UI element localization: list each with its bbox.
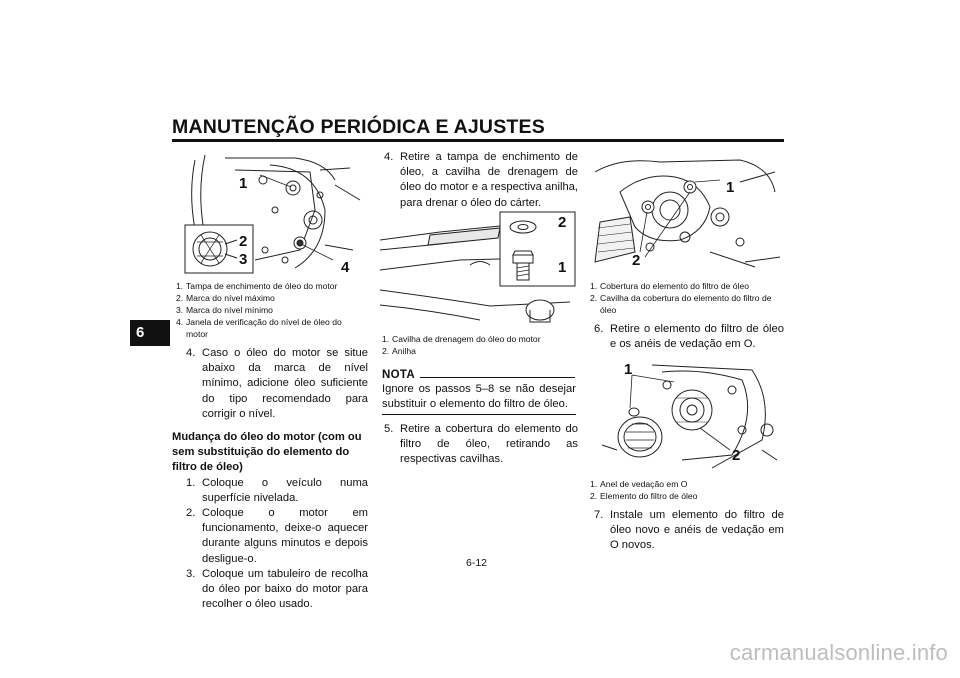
figure-label: 2	[239, 233, 248, 250]
nota-text: Ignore os passos 5–8 se não desejar substituir o elemento do filtro de óleo.	[382, 383, 576, 411]
figure-captions	[176, 280, 366, 340]
figure-label: 4	[341, 259, 350, 276]
figure-label: 2	[632, 252, 641, 269]
step-item: 6. Retire o elemento do filtro de óleo e os anéis de vedação em O.	[594, 323, 784, 351]
step-item: 4. Caso o óleo do motor se situe abaixo da marca de nível mínimo, adicione óleo suficiente do tipo recomendado para corrigir o nível.	[186, 347, 368, 420]
section-heading: Mudança do óleo do motor (com ou sem substituição do elemento do filtro de óleo)	[172, 431, 362, 474]
figure-captions	[590, 280, 782, 316]
oil-filter-cover-figure	[590, 152, 782, 274]
figure-captions	[382, 333, 582, 357]
step-item: 1. Coloque o veículo numa superfície nivelada.	[186, 476, 368, 504]
nota-rule	[420, 377, 575, 378]
step-item: 7. Instale um elemento do filtro de óleo novo e anéis de vedação em O novos.	[594, 509, 784, 552]
step-item: 2. Coloque o motor em funcionamento, deixe-o aquecer durante alguns minutos e depois desligue-o.	[186, 507, 368, 565]
column-3-step7	[580, 508, 784, 554]
drain-bolt-figure	[380, 210, 575, 328]
caption-item: 1. Cavilha de drenagem do óleo do motor	[382, 334, 541, 344]
caption-item: 2. Marca do nível máximo	[176, 293, 275, 303]
page-number: 6-12	[466, 557, 488, 569]
step-item: 4. Retire a tampa de enchimento de óleo, a cavilha de drenagem de óleo do motor e a respectiva anilha, para drenar o óleo do cárter.	[384, 151, 578, 209]
figure-label: 2	[558, 214, 567, 231]
nota-title: NOTA	[382, 369, 415, 381]
figure-label: 2	[732, 447, 741, 464]
column-3-step6	[580, 322, 784, 352]
caption-item: 4. Janela de verificação do nível de óleo do motor	[176, 317, 342, 339]
figure-label: 1	[239, 175, 248, 192]
figure-label: 1	[558, 259, 567, 276]
step-item: 5. Retire a cobertura do elemento do filtro de óleo, retirando as respectivas cavilhas.	[384, 423, 578, 466]
caption-item: 2. Elemento do filtro de óleo	[590, 491, 698, 501]
caption-item: 2. Cavilha da cobertura do elemento do filtro de óleo	[590, 293, 772, 315]
nota-end-rule	[382, 414, 576, 415]
column-2-step5	[370, 422, 578, 468]
caption-item: 1. Anel de vedação em O	[590, 479, 688, 489]
caption-item: 1. Tampa de enchimento de óleo do motor	[176, 281, 338, 291]
figure-label: 1	[624, 361, 633, 378]
title-rule	[172, 139, 784, 142]
figure-label: 3	[239, 251, 248, 268]
figure-label: 1	[726, 179, 735, 196]
engine-oil-level-figure	[175, 150, 365, 278]
column-2-step4	[370, 150, 578, 211]
caption-item: 2. Anilha	[382, 346, 416, 356]
step-item: 3. Coloque um tabuleiro de recolha do óleo por baixo do motor para recolher o óleo usado.	[186, 567, 368, 611]
watermark: carmanualsonline.info	[729, 640, 948, 665]
caption-item: 3. Marca do nível mínimo	[176, 305, 273, 315]
chapter-tab: 6	[130, 320, 170, 346]
column-1-text	[172, 346, 368, 612]
caption-item: 1. Cobertura do elemento do filtro de óleo	[590, 281, 750, 291]
page-title: MANUTENÇÃO PERIÓDICA E AJUSTES	[172, 116, 545, 138]
oil-filter-element-figure	[592, 360, 782, 475]
figure-captions	[590, 478, 782, 502]
